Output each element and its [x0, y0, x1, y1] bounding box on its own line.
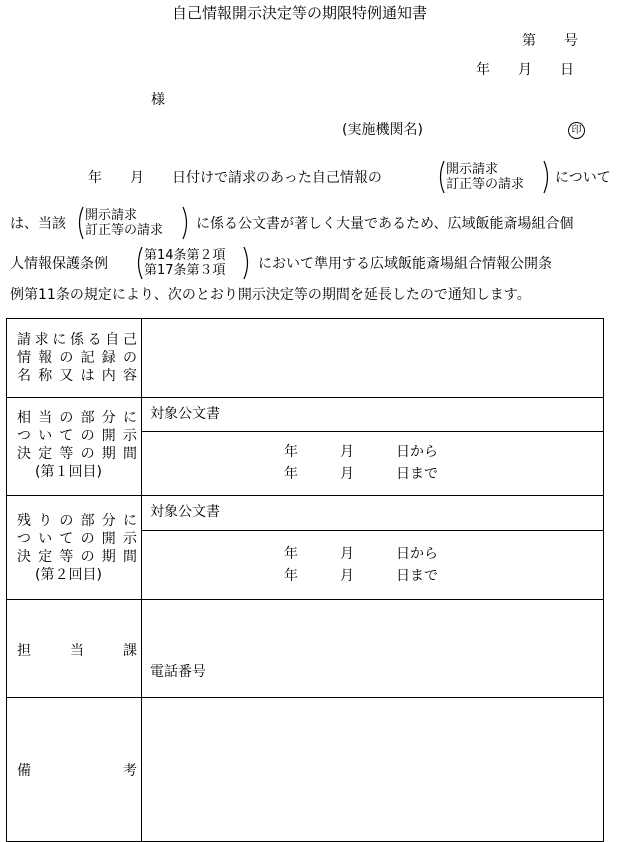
period-1-from[interactable]: 年 月 日から — [284, 444, 438, 460]
bracket3-top: 第14条第２項 — [144, 248, 226, 263]
label-line: 残 り の 部 分 に — [17, 513, 137, 529]
field-department[interactable] — [142, 600, 604, 698]
body-line3-lead: 人情報保護条例 — [10, 256, 108, 272]
label-line: 情 報 の 記 録 の — [17, 350, 137, 366]
label-line: 相 当 の 部 分 に — [17, 410, 137, 426]
body-line2-tail: に係る公文書が著しく大量であるため、広域飯能斎場組合個 — [196, 216, 574, 232]
document-title: 自己情報開示決定等の期限特例通知書 — [172, 4, 428, 22]
target-document-label: 対象公文書 — [150, 504, 220, 520]
field-period-1 — [142, 398, 604, 496]
label-line: 決 定 等 の 期 間 — [17, 446, 137, 462]
phone-number-label: 電話番号 — [150, 664, 206, 680]
label-line: つ い て の 開 示 — [17, 531, 137, 547]
label-char: 当 — [70, 643, 84, 659]
body-line2-lead: は、当該 — [10, 216, 66, 232]
body-line4: 例第11条の規定により、次のとおり開示決定等の期間を延長したので通知します。 — [10, 287, 531, 303]
label-char: 担 — [17, 643, 31, 659]
label-period-2 — [7, 496, 142, 600]
bracket-article-ref — [134, 246, 252, 280]
bracket2-top: 開示請求 — [85, 208, 138, 223]
body-line1-tail: について — [555, 170, 611, 186]
row-period-2 — [7, 496, 604, 600]
label-line: 決 定 等 の 期 間 — [17, 549, 137, 565]
field-period-2 — [142, 496, 604, 600]
label-line: つ い て の 開 示 — [17, 428, 137, 444]
label-record-name — [7, 319, 142, 398]
label-department — [7, 600, 142, 698]
period-1-to[interactable]: 年 月 日まで — [284, 466, 438, 482]
bracket3-bottom: 第17条第３項 — [144, 263, 226, 278]
agency-name: (実施機関名) — [342, 122, 423, 138]
row-remarks — [7, 698, 604, 842]
label-char: 備 — [17, 763, 31, 779]
body-line1-lead: 年 月 日付けで請求のあった自己情報の — [88, 170, 382, 186]
bracket1-top: 開示請求 — [446, 162, 499, 177]
seal-mark: 印 — [568, 122, 585, 139]
row-record-name — [7, 319, 604, 398]
bracket1-bottom: 訂正等の請求 — [446, 177, 525, 192]
row-period-1 — [7, 398, 604, 496]
bracket-request-type-2 — [75, 206, 191, 240]
label-remarks — [7, 698, 142, 842]
label-period-1 — [7, 398, 142, 496]
bracket2-bottom: 訂正等の請求 — [85, 223, 164, 238]
period-2-from[interactable]: 年 月 日から — [284, 546, 438, 562]
bracket-request-type-1 — [436, 160, 552, 194]
document-number: 第 号 — [522, 33, 578, 49]
label-line: (第１回目) — [35, 464, 102, 480]
target-document-label: 対象公文書 — [150, 406, 220, 422]
addressee-suffix: 様 — [151, 92, 165, 108]
body-line3-tail: において準用する広域飯能斎場組合情報公開条 — [258, 256, 552, 272]
field-remarks[interactable] — [142, 698, 604, 842]
period-2-to[interactable]: 年 月 日まで — [284, 568, 438, 584]
label-line: (第２回目) — [35, 567, 102, 583]
label-char: 考 — [123, 763, 137, 779]
label-char: 課 — [123, 643, 137, 659]
row-department — [7, 600, 604, 698]
field-record-name[interactable] — [142, 319, 604, 398]
extension-form-table — [6, 318, 604, 842]
label-line: 名 称 又 は 内 容 — [17, 368, 137, 384]
document-date: 年 月 日 — [476, 62, 574, 78]
label-line: 請 求 に 係 る 自 己 — [17, 332, 137, 348]
